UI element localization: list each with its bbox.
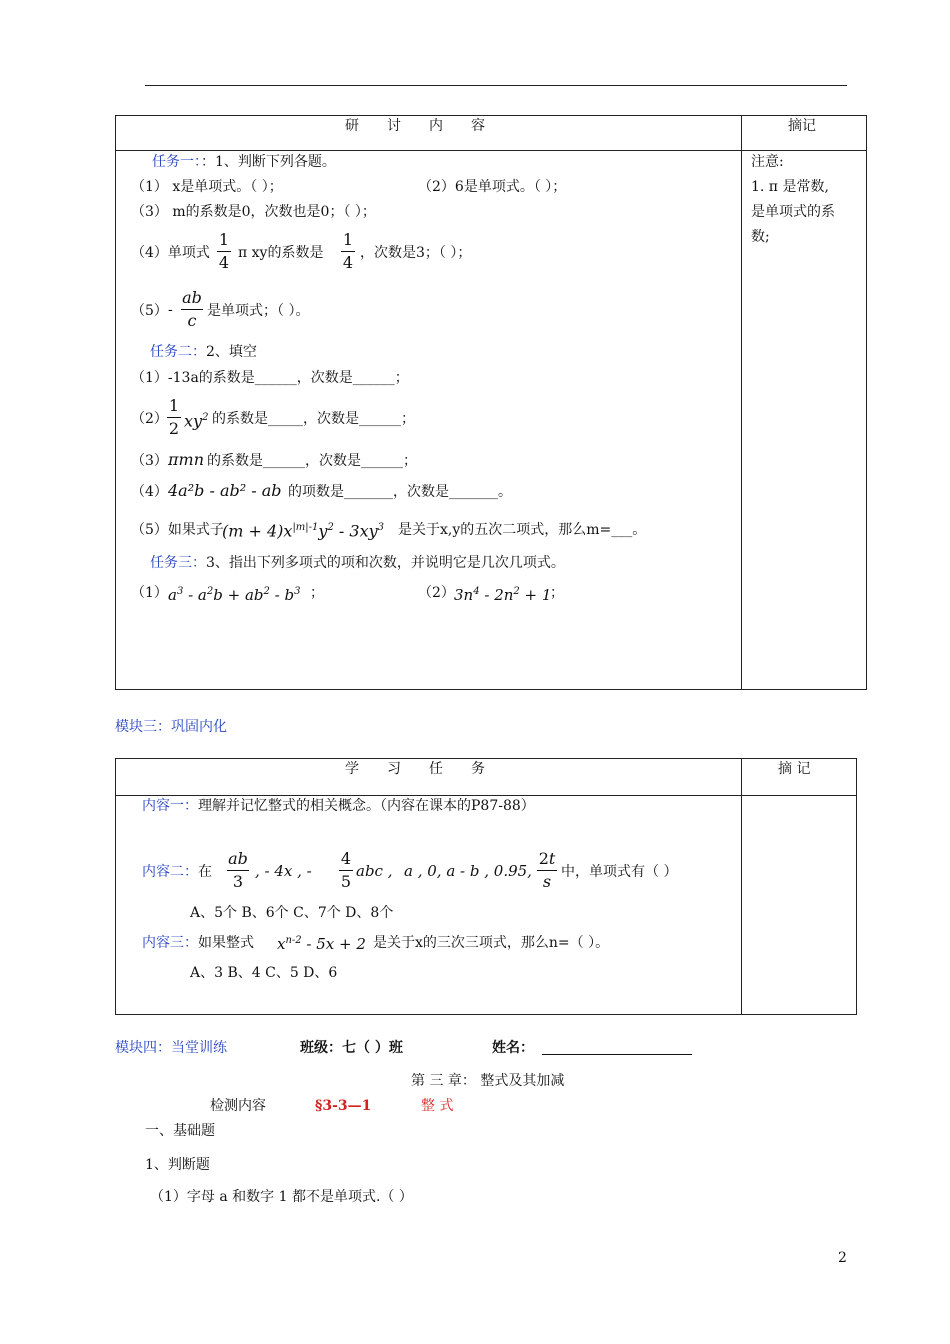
class-label: 班级：七（ ）班 (300, 1040, 403, 1056)
page-number: 2 (838, 1250, 847, 1266)
task2-q5-math: $(m + 4)x^{|m|-1}y^2 - 3xy^3$ (222, 521, 385, 541)
task1-q4-prefix: （4）单项式 (131, 245, 210, 261)
task2-q1: （1）-13a的系数是______，次数是______； (131, 370, 409, 386)
chapter-title: 第 三 章： 整式及其加减 (411, 1073, 565, 1089)
task1-q1: （1） x是单项式。（ ）； (131, 179, 283, 195)
fraction-one-quarter-2: 1 4 (342, 230, 354, 272)
fraction-ab-over-c: ab c (182, 288, 202, 330)
task2-label: 任务二： (150, 344, 206, 360)
content2-mid1: , - 4x , - (255, 862, 312, 880)
name-blank[interactable] (542, 1040, 692, 1055)
task3-q1-math: $a^3 - a^2b + ab^2 - b^3$ (168, 586, 301, 604)
judge-heading: 1、判断题 (145, 1157, 210, 1173)
check-title: 整 式 (421, 1098, 454, 1114)
task2-q3-prefix: （3） (131, 453, 168, 469)
content2-mid3: a , 0, a - b , 0.95, (404, 862, 532, 880)
check-code: §3-3—1 (315, 1098, 372, 1114)
task3-title: 3、指出下列多项式的项和次数，并说明它是几次几项式。 (206, 555, 565, 571)
content3-label: 内容三： (142, 935, 198, 951)
task2-title: 2、填空 (206, 344, 257, 360)
fraction-one-half: 1 2 (168, 396, 180, 438)
note-line-2: 是单项式的系 (751, 204, 835, 220)
task1-q4-suffix: ，次数是3；（ ）； (360, 245, 472, 261)
task1-q4-middle: π xy的系数是 (238, 245, 324, 261)
task3-q2-prefix: （2） (418, 585, 455, 601)
table2-header-tasks: 学 习 任 务 (345, 761, 485, 777)
note-line-1: 1. π 是常数, (751, 179, 829, 195)
table2-column-divider (741, 758, 742, 1015)
task3-q1-suffix: ； (310, 585, 324, 601)
note-title: 注意: (751, 154, 784, 170)
task2-q4-prefix: （4） (131, 484, 168, 500)
table-header-divider (115, 150, 867, 151)
content2-prefix (142, 863, 212, 881)
check-label: 检测内容 (210, 1098, 266, 1114)
task3-q2-math: $3n^4 - 2n^2 + 1$ (454, 586, 552, 604)
xy-squared: $xy^2$ (184, 411, 209, 431)
fraction-ab-over-3: ab 3 (228, 849, 248, 891)
content3-options: A、3 B、4 C、5 D、6 (190, 965, 338, 981)
table2-header-divider (115, 795, 857, 796)
task2-q4-suffix: 的项数是_______，次数是_______。 (288, 484, 512, 500)
task2-q2-suffix: 的系数是_____，次数是______； (212, 411, 415, 427)
task2-q5-suffix: 是关于x,y的五次二项式，那么m=___。 (398, 522, 647, 538)
content1-text: 理解并记忆整式的相关概念。（内容在课本的P87-88） (198, 798, 535, 814)
judge-question-1: （1）字母 a 和数字 1 都不是单项式.（ ） (150, 1189, 413, 1205)
task1-heading (152, 153, 336, 171)
header-rule (145, 85, 847, 86)
task3-label: 任务三： (150, 555, 206, 571)
task3-q1-prefix: （1） (131, 585, 168, 601)
task2-heading (150, 343, 257, 361)
content2-mid2: abc , (356, 862, 393, 880)
task3-q2-suffix: ； (550, 585, 564, 601)
fraction-2t-over-s: 2t s (538, 849, 556, 891)
task3-heading (150, 554, 565, 572)
note-line-3: 数; (751, 229, 770, 245)
content2-options: A、5个 B、6个 C、7个 D、8个 (190, 905, 394, 921)
minus-sign: - (168, 302, 173, 318)
content1 (142, 797, 535, 815)
task1-title: ：1、判断下列各题。 (201, 154, 336, 170)
table-column-divider (741, 115, 742, 690)
table-header-notes: 摘记 (788, 118, 816, 134)
task1-q5-prefix: （5） (131, 303, 168, 319)
task2-q4-math: 4a²b - ab² - ab (168, 481, 282, 500)
name-label: 姓名： (492, 1040, 534, 1056)
content3-suffix: 是关于x的三次三项式，那么n=（ ）。 (373, 935, 610, 951)
task1-q3: （3） m的系数是0，次数也是0；（ ）； (131, 204, 376, 220)
task1-label: 任务一： (152, 154, 201, 170)
task1-q2: （2）6是单项式。（ ）； (418, 179, 567, 195)
content3-prefix (142, 934, 254, 952)
fraction-one-quarter: 1 4 (218, 230, 230, 272)
basics-heading: 一、基础题 (145, 1123, 215, 1139)
task1-q5-text: 是单项式；（ ）。 (207, 303, 310, 319)
content2-pre: 在 (198, 864, 212, 880)
task2-q2-prefix: （2） (131, 411, 168, 427)
task2-q5-prefix: （5）如果式子 (131, 522, 224, 538)
content2-label: 内容二： (142, 864, 198, 880)
task1-q5-suffix (207, 302, 309, 320)
content3-pre: 如果整式 (198, 935, 254, 951)
module4-heading: 模块四：当堂训练 (115, 1040, 227, 1056)
task2-q3-suffix: 的系数是______，次数是______； (207, 453, 417, 469)
table2-header-notes: 摘 记 (778, 761, 811, 777)
content2-suffix: 中，单项式有（ ） (561, 864, 678, 880)
table-header-content: 研 讨 内 容 (345, 118, 485, 134)
module3-heading: 模块三：巩固内化 (115, 719, 227, 735)
fraction-four-fifths: 4 5 (340, 849, 352, 891)
task2-q3-math: πmn (168, 450, 204, 469)
content1-label: 内容一： (142, 798, 198, 814)
content3-math: $x^{n-2} - 5x + 2$ (277, 935, 366, 953)
